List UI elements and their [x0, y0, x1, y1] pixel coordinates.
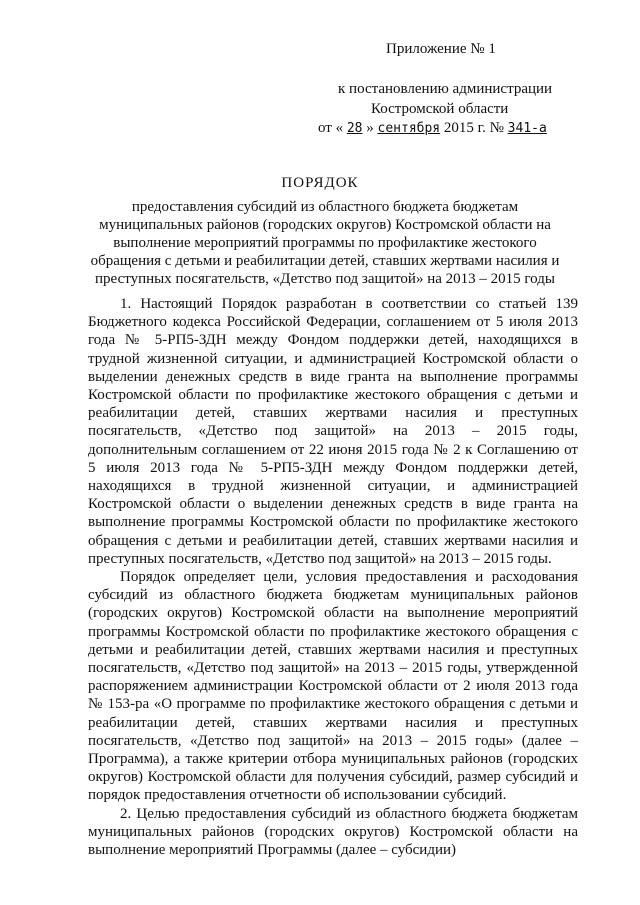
document-title: ПОРЯДОК [281, 175, 359, 191]
date-prefix: от « [318, 120, 344, 136]
resolution-date-line [318, 119, 547, 138]
date-day: 28 [346, 121, 363, 136]
paragraph-3: 2. Целью предоставления субсидий из областного бюджета бюджетам муниципальных районов (городских округов) Костромской области на выполнение мероприятий Программы (далее – субсидии) [88, 805, 578, 859]
document-subtitle: предоставления субсидий из областного бюджета бюджетам муниципальных районов (городских округов) Костромской области на выполнение мероприятий программы по профилактике жестокого обращения с детьми и реабилитации детей, ставших жертвами насилия и преступных посягательств, «Детство под защитой» на 2013 – 2015 годы [90, 199, 560, 287]
appendix-label: Приложение № 1 [386, 41, 496, 57]
resolution-reference: к постановлению администрации [338, 81, 553, 97]
document-number: 341-а [507, 121, 547, 136]
document-body [88, 295, 578, 859]
date-month: сентября [377, 121, 441, 136]
date-year: 2015 г. № [443, 120, 504, 136]
paragraph-2: Порядок определяет цели, условия предоставления и расходования субсидий из областного бюджета бюджетам муниципальных районов (городских округов) Костромской области на выполнение мероприятий программы Костромской области по профилактике жестокого обращения с детьми и реабилитации детей, ставших жертвами насилия и преступных посягательств, «Детство под защитой» на 2013 – 2015 годы, утвержденной распоряжением администрации Костромской области от 2 июля 2013 года № 153-ра «О программе по профилактике жестокого обращения с детьми и реабилитации детей, ставших жертвами насилия и преступных посягательств, «Детство под защитой» на 2013 – 2015 годы» (далее – Программа), а также критерии отбора муниципальных районов (городских округов) Костромской области для получения субсидий, размер субсидий и порядок предоставления отчетности об использовании субсидий. [88, 569, 578, 804]
region-name: Костромской области [371, 101, 509, 117]
paragraph-1: 1. Настоящий Порядок разработан в соответствии со статьей 139 Бюджетного кодекса Российской Федерации, соглашением от 5 июля 2013 года № 5-РП5-ЗДН между Фондом поддержки детей, находящихся в трудной жизненной ситуации, и администрацией Костромской области о выделении денежных средств в виде гранта на выполнение программы Костромской области по профилактике жестокого обращения с детьми и реабилитации детей, ставших жертвами насилия и преступных посягательств, «Детство под защитой» на 2013 – 2015 годы, дополнительным соглашением от 22 июня 2015 года № 2 к Соглашению от 5 июля 2013 года № 5-РП5-ЗДН между Фондом поддержки детей, находящихся в трудной жизненной ситуации, и администрацией Костромской области о выделении денежных средств в виде гранта на выполнение программы Костромской области по профилактике жестокого обращения с детьми и реабилитации детей, ставших жертвами насилия и преступных посягательств, «Детство под защитой» на 2013 – 2015 годы. [88, 296, 578, 567]
date-quote-close: » [366, 120, 374, 136]
